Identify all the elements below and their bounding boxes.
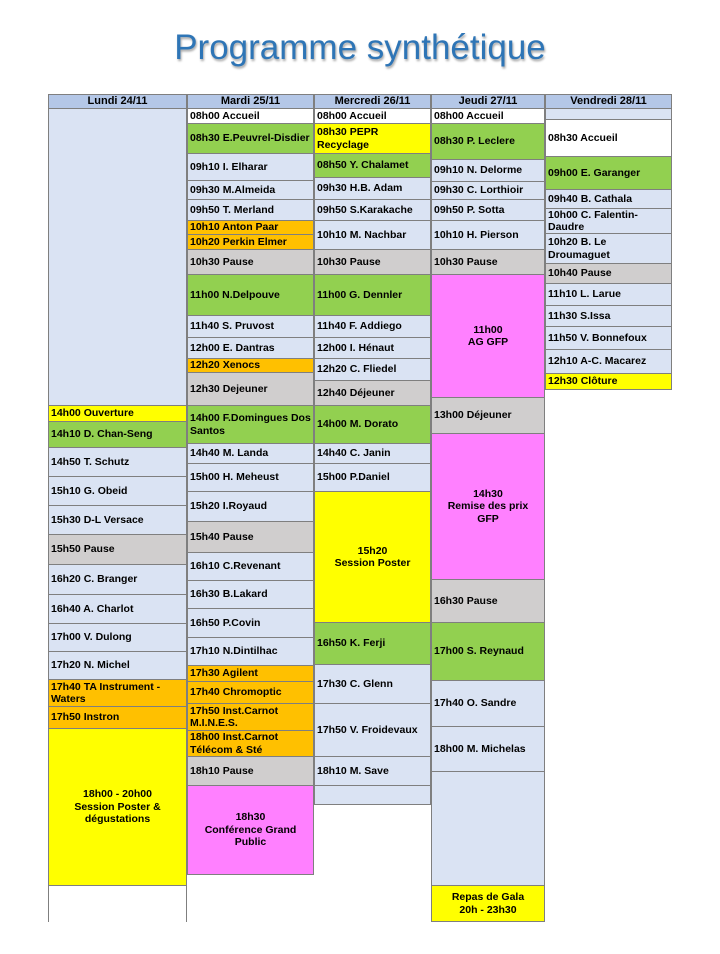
session-label: 09h40 B. Cathala	[548, 192, 633, 205]
session-slot	[431, 249, 545, 275]
session-slot	[187, 681, 314, 704]
session-label: 12h10 A-C. Macarez	[548, 355, 647, 368]
session-label: 10h10 M. Nachbar	[317, 228, 407, 241]
session-label: 17h30 Agilent	[190, 667, 258, 680]
session-label: Repas de Gala 20h - 23h30	[451, 891, 525, 916]
session-slot	[187, 703, 314, 731]
session-label: 12h20 C. Fliedel	[317, 363, 397, 376]
session-slot	[314, 664, 431, 704]
session-slot	[431, 220, 545, 250]
session-slot	[314, 358, 431, 381]
session-slot	[187, 108, 314, 124]
session-label: 08h30 E.Peuvrel-Disdier	[190, 132, 310, 145]
session-label: 18h10 M. Save	[317, 764, 389, 777]
session-label: 14h00 Ouverture	[51, 407, 134, 420]
session-slot	[314, 380, 431, 406]
session-slot	[314, 337, 431, 359]
day-header: Mardi 25/11	[187, 94, 314, 109]
session-label: 16h30 B.Lakard	[190, 588, 268, 601]
session-slot	[187, 123, 314, 154]
session-label: 16h10 C.Revenant	[190, 560, 281, 573]
session-label: 08h30 Accueil	[548, 131, 618, 144]
session-label: 09h50 P. Sotta	[434, 203, 505, 216]
session-slot	[314, 443, 431, 464]
session-slot	[187, 463, 314, 492]
session-slot	[187, 153, 314, 181]
day-header: Jeudi 27/11	[431, 94, 545, 109]
session-label: 11h00 N.Delpouve	[190, 288, 280, 301]
session-slot	[48, 594, 187, 624]
session-slot	[545, 283, 672, 306]
session-slot	[545, 263, 672, 284]
session-slot	[431, 397, 545, 434]
session-label: 09h30 C. Lorthioir	[434, 184, 524, 197]
session-label: 10h30 Pause	[434, 255, 498, 268]
session-label: 16h50 P.Covin	[190, 616, 261, 629]
session-slot	[187, 608, 314, 638]
session-label: 17h40 TA Instrument - Waters	[51, 680, 161, 705]
session-label: 08h00 Accueil	[190, 109, 260, 122]
session-label: 15h20 Session Poster	[334, 544, 411, 569]
session-slot	[314, 622, 431, 665]
session-slot	[48, 623, 187, 652]
session-label: 08h30 PEPR Recyclage	[317, 126, 379, 151]
session-slot	[187, 580, 314, 609]
session-slot	[48, 564, 187, 595]
session-label: 18h30 Conférence Grand Public	[204, 811, 297, 849]
session-label: 17h40 Chromoptic	[190, 686, 282, 699]
session-label: 10h00 C. Falentin-Daudre	[548, 208, 638, 233]
session-label: 17h40 O. Sandre	[434, 697, 517, 710]
session-slot	[48, 534, 187, 565]
session-slot	[545, 305, 672, 327]
empty-slot	[48, 108, 187, 406]
session-slot	[187, 756, 314, 786]
session-slot	[431, 885, 545, 922]
session-slot	[431, 123, 545, 160]
session-slot	[431, 579, 545, 623]
session-slot	[187, 665, 314, 682]
session-slot	[314, 756, 431, 786]
session-slot	[314, 220, 431, 250]
session-label: 10h30 Pause	[317, 255, 381, 268]
empty-slot	[314, 785, 431, 805]
session-label: 15h00 P.Daniel	[317, 471, 390, 484]
session-label: 10h20 B. Le Droumaguet	[548, 236, 610, 261]
day-header: Lundi 24/11	[48, 94, 187, 109]
session-label: 17h10 N.Dintilhac	[190, 645, 278, 658]
session-slot	[314, 123, 431, 154]
session-slot	[187, 785, 314, 875]
session-slot	[48, 651, 187, 680]
session-label: 09h10 I. Elharar	[190, 160, 268, 173]
session-label: 12h40 Déjeuner	[317, 386, 395, 399]
session-slot	[187, 315, 314, 338]
session-slot	[545, 156, 672, 190]
session-slot	[48, 405, 187, 422]
session-slot	[48, 706, 187, 729]
session-slot	[431, 680, 545, 727]
session-label: 15h10 G. Obeid	[51, 484, 128, 497]
session-slot	[314, 405, 431, 444]
session-label: 17h50 Instron	[51, 711, 120, 724]
session-label: 14h50 T. Schutz	[51, 455, 130, 468]
session-label: 17h50 Inst.Carnot M.I.N.E.S.	[190, 704, 279, 729]
session-label: 11h40 S. Pruvost	[190, 320, 275, 333]
day-header: Vendredi 28/11	[545, 94, 672, 109]
session-slot	[431, 108, 545, 124]
session-label: 15h40 Pause	[190, 530, 254, 543]
session-label: 15h00 H. Meheust	[190, 471, 279, 484]
session-slot	[187, 274, 314, 316]
session-label: 18h00 M. Michelas	[434, 742, 526, 755]
session-slot	[314, 703, 431, 757]
session-label: 10h10 H. Pierson	[434, 228, 519, 241]
session-label: 11h30 S.Issa	[548, 309, 611, 322]
session-label: 16h40 A. Charlot	[51, 602, 134, 615]
session-slot	[314, 199, 431, 221]
session-slot	[431, 726, 545, 772]
session-label: 14h40 C. Janin	[317, 447, 391, 460]
session-slot	[314, 463, 431, 492]
session-label: 12h00 E. Dantras	[190, 341, 275, 354]
session-slot	[431, 181, 545, 200]
session-slot	[431, 433, 545, 580]
page-title: Programme synthétique	[174, 28, 546, 67]
session-label: 08h00 Accueil	[317, 109, 387, 122]
session-slot	[187, 730, 314, 757]
session-label: 17h00 S. Reynaud	[434, 645, 524, 658]
session-slot	[314, 274, 431, 316]
session-label: 13h00 Déjeuner	[434, 409, 512, 422]
session-slot	[431, 159, 545, 182]
session-slot	[187, 220, 314, 235]
session-slot	[187, 637, 314, 666]
session-label: 15h50 Pause	[51, 543, 115, 556]
session-label: 11h50 V. Bonnefoux	[548, 331, 647, 344]
session-label: 15h20 I.Royaud	[190, 500, 268, 513]
session-label: 09h00 E. Garanger	[548, 166, 641, 179]
session-label: 09h30 H.B. Adam	[317, 182, 403, 195]
session-slot	[187, 443, 314, 464]
session-label: 10h20 Perkin Elmer	[190, 235, 287, 248]
session-slot	[48, 421, 187, 448]
session-label: 14h00 F.Domingues Dos Santos	[190, 412, 311, 437]
session-slot	[314, 177, 431, 200]
session-label: 12h30 Dejeuner	[190, 382, 268, 395]
session-slot	[545, 326, 672, 350]
session-slot	[314, 491, 431, 623]
session-slot	[187, 358, 314, 373]
session-label: 14h00 M. Dorato	[317, 418, 399, 431]
session-label: 14h40 M. Landa	[190, 447, 269, 460]
session-slot	[545, 119, 672, 157]
session-slot	[314, 315, 431, 338]
session-label: 18h00 - 20h00 Session Poster & dégustations	[74, 788, 161, 826]
session-slot	[187, 405, 314, 444]
session-label: 16h50 K. Ferji	[317, 637, 386, 650]
day-header: Mercredi 26/11	[314, 94, 431, 109]
session-slot	[431, 622, 545, 681]
session-slot	[48, 476, 187, 506]
session-slot	[545, 349, 672, 374]
session-label: 18h10 Pause	[190, 764, 254, 777]
session-label: 09h30 M.Almeida	[190, 183, 276, 196]
session-slot	[545, 233, 672, 264]
session-label: 11h10 L. Larue	[548, 288, 621, 301]
session-slot	[187, 249, 314, 275]
session-slot	[187, 552, 314, 581]
session-slot	[187, 521, 314, 553]
session-label: 12h30 Clôture	[548, 375, 618, 388]
session-label: 14h30 Remise des prix GFP	[447, 487, 529, 525]
session-slot	[314, 153, 431, 178]
empty-slot	[431, 771, 545, 886]
session-label: 14h10 D. Chan-Seng	[51, 428, 153, 441]
session-slot	[187, 180, 314, 200]
session-label: 11h00 AG GFP	[467, 323, 509, 348]
session-label: 10h10 Anton Paar	[190, 221, 279, 234]
session-slot	[187, 199, 314, 221]
session-slot	[48, 728, 187, 886]
session-slot	[187, 234, 314, 250]
session-label: 11h40 F. Addiego	[317, 320, 402, 333]
session-label: 17h30 C. Glenn	[317, 677, 393, 690]
session-slot	[431, 274, 545, 398]
session-label: 12h00 I. Hénaut	[317, 341, 395, 354]
session-slot	[187, 337, 314, 359]
session-label: 09h10 N. Delorme	[434, 164, 523, 177]
session-label: 09h50 T. Merland	[190, 203, 275, 216]
session-label: 17h20 N. Michel	[51, 659, 130, 672]
session-label: 10h30 Pause	[190, 255, 254, 268]
session-slot	[48, 447, 187, 477]
session-label: 17h00 V. Dulong	[51, 631, 132, 644]
session-label: 17h50 V. Froidevaux	[317, 723, 418, 736]
session-label: 08h30 P. Leclere	[434, 135, 515, 148]
session-slot	[545, 189, 672, 209]
session-slot	[314, 249, 431, 275]
session-slot	[48, 505, 187, 535]
session-label: 12h20 Xenocs	[190, 359, 261, 372]
session-slot	[48, 679, 187, 707]
session-label: 08h50 Y. Chalamet	[317, 159, 409, 172]
session-slot	[314, 108, 431, 124]
session-label: 11h00 G. Dennler	[317, 288, 403, 301]
session-slot	[545, 208, 672, 234]
session-label: 08h00 Accueil	[434, 109, 504, 122]
session-slot	[187, 372, 314, 406]
session-slot	[187, 491, 314, 522]
session-slot	[431, 199, 545, 221]
session-label: 15h30 D-L Versace	[51, 513, 144, 526]
session-label: 18h00 Inst.Carnot Télécom & Sté	[190, 731, 279, 756]
session-slot	[545, 373, 672, 390]
session-label: 16h20 C. Branger	[51, 573, 138, 586]
session-label: 09h50 S.Karakache	[317, 203, 413, 216]
session-label: 10h40 Pause	[548, 267, 612, 280]
session-label: 16h30 Pause	[434, 594, 498, 607]
